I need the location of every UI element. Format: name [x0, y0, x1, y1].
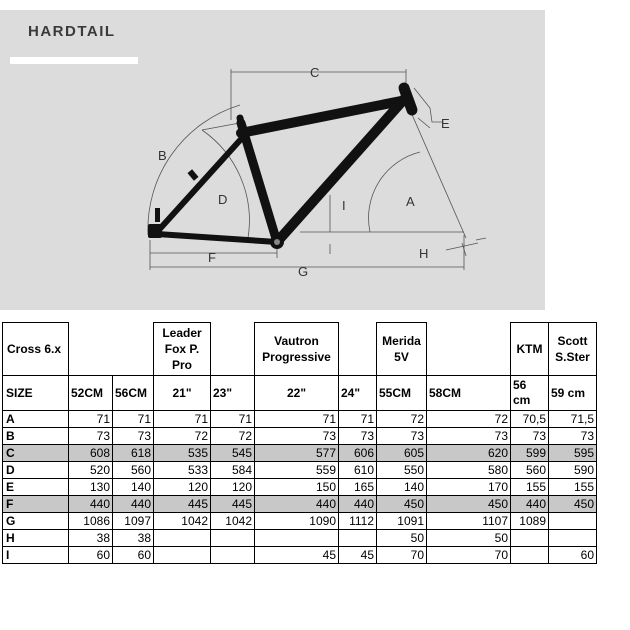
- value-cell: 140: [377, 479, 427, 496]
- brand-ktm: KTM: [511, 323, 549, 376]
- value-cell: 120: [154, 479, 211, 496]
- table-row: [3, 462, 597, 479]
- brand-spacer: [211, 323, 255, 376]
- value-cell: 445: [211, 496, 255, 513]
- value-cell: 72: [211, 428, 255, 445]
- value-cell: 38: [69, 530, 113, 547]
- value-cell: [255, 530, 339, 547]
- value-cell: 120: [211, 479, 255, 496]
- value-cell: 618: [113, 445, 154, 462]
- dim-label-f: F: [208, 250, 216, 265]
- size-cell: 55CM: [377, 376, 427, 411]
- value-cell: 520: [69, 462, 113, 479]
- dim-label-h: H: [419, 246, 429, 261]
- table-row: [3, 496, 597, 513]
- size-cell: 52CM: [69, 376, 113, 411]
- brand-spacer: [339, 323, 377, 376]
- value-cell: 440: [69, 496, 113, 513]
- row-label: G: [3, 513, 69, 530]
- row-label: D: [3, 462, 69, 479]
- value-cell: [211, 530, 255, 547]
- size-cell: 56 cm: [511, 376, 549, 411]
- value-cell: 70: [427, 547, 511, 564]
- value-cell: 38: [113, 530, 154, 547]
- value-cell: 1086: [69, 513, 113, 530]
- table-row: [3, 445, 597, 462]
- value-cell: 60: [113, 547, 154, 564]
- table-row: [3, 411, 597, 428]
- dim-label-a: A: [406, 194, 415, 209]
- value-cell: 577: [255, 445, 339, 462]
- row-label: F: [3, 496, 69, 513]
- value-cell: [339, 530, 377, 547]
- value-cell: 1112: [339, 513, 377, 530]
- value-cell: 73: [377, 428, 427, 445]
- value-cell: 450: [549, 496, 597, 513]
- size-header-row: [3, 376, 597, 411]
- value-cell: 70,5: [511, 411, 549, 428]
- value-cell: 165: [339, 479, 377, 496]
- value-cell: 608: [69, 445, 113, 462]
- value-cell: 440: [511, 496, 549, 513]
- value-cell: 595: [549, 445, 597, 462]
- value-cell: 71: [113, 411, 154, 428]
- value-cell: [511, 547, 549, 564]
- value-cell: 71: [69, 411, 113, 428]
- frame-drawing: [0, 10, 545, 310]
- value-cell: [154, 530, 211, 547]
- value-cell: 155: [511, 479, 549, 496]
- value-cell: 550: [377, 462, 427, 479]
- value-cell: 560: [511, 462, 549, 479]
- value-cell: 73: [69, 428, 113, 445]
- value-cell: 605: [377, 445, 427, 462]
- frame-geometry-diagram: [0, 10, 545, 310]
- value-cell: 1042: [211, 513, 255, 530]
- value-cell: 1089: [511, 513, 549, 530]
- table-body: [3, 411, 597, 564]
- value-cell: 45: [339, 547, 377, 564]
- value-cell: 440: [339, 496, 377, 513]
- brand-scott: Scott S.Ster: [549, 323, 597, 376]
- value-cell: [549, 513, 597, 530]
- value-cell: 73: [511, 428, 549, 445]
- value-cell: [154, 547, 211, 564]
- dim-label-d: D: [218, 192, 228, 207]
- dim-label-b: B: [158, 148, 167, 163]
- value-cell: 72: [377, 411, 427, 428]
- geometry-table: [2, 322, 597, 564]
- size-cell: 24": [339, 376, 377, 411]
- row-label: C: [3, 445, 69, 462]
- dim-label-g: G: [298, 264, 309, 279]
- value-cell: 60: [69, 547, 113, 564]
- size-cell: 21": [154, 376, 211, 411]
- value-cell: 1042: [154, 513, 211, 530]
- brand-spacer: [427, 323, 511, 376]
- size-cell: 58CM: [427, 376, 511, 411]
- value-cell: 71,5: [549, 411, 597, 428]
- value-cell: 580: [427, 462, 511, 479]
- value-cell: 533: [154, 462, 211, 479]
- table-row: [3, 530, 597, 547]
- size-cell: 22": [255, 376, 339, 411]
- row-label: H: [3, 530, 69, 547]
- value-cell: [511, 530, 549, 547]
- value-cell: 535: [154, 445, 211, 462]
- value-cell: 170: [427, 479, 511, 496]
- value-cell: 72: [154, 428, 211, 445]
- value-cell: 440: [113, 496, 154, 513]
- value-cell: 73: [339, 428, 377, 445]
- value-cell: 155: [549, 479, 597, 496]
- value-cell: 71: [255, 411, 339, 428]
- size-cell: 56CM: [113, 376, 154, 411]
- value-cell: 70: [377, 547, 427, 564]
- value-cell: 606: [339, 445, 377, 462]
- brand-cross: Cross 6.x: [3, 323, 69, 376]
- brand-header-row: [3, 323, 597, 376]
- value-cell: 584: [211, 462, 255, 479]
- value-cell: 545: [211, 445, 255, 462]
- brand-leader: Leader Fox P. Pro: [154, 323, 211, 376]
- value-cell: 71: [211, 411, 255, 428]
- value-cell: 130: [69, 479, 113, 496]
- value-cell: 560: [113, 462, 154, 479]
- table-row: [3, 513, 597, 530]
- value-cell: 73: [549, 428, 597, 445]
- value-cell: 71: [339, 411, 377, 428]
- brand-vautron: Vautron Progressive: [255, 323, 339, 376]
- value-cell: 60: [549, 547, 597, 564]
- value-cell: 559: [255, 462, 339, 479]
- value-cell: 1091: [377, 513, 427, 530]
- value-cell: 45: [255, 547, 339, 564]
- value-cell: 1097: [113, 513, 154, 530]
- brand-merida: Merida 5V: [377, 323, 427, 376]
- value-cell: 450: [377, 496, 427, 513]
- diagram-title: HARDTAIL: [28, 23, 116, 40]
- dim-label-e: E: [441, 116, 450, 131]
- value-cell: 440: [255, 496, 339, 513]
- value-cell: [211, 547, 255, 564]
- row-label: I: [3, 547, 69, 564]
- value-cell: 599: [511, 445, 549, 462]
- dim-label-c: C: [310, 65, 320, 80]
- dim-label-i: I: [342, 198, 346, 213]
- value-cell: 450: [427, 496, 511, 513]
- value-cell: 50: [427, 530, 511, 547]
- table-row: [3, 547, 597, 564]
- value-cell: 1090: [255, 513, 339, 530]
- row-label: B: [3, 428, 69, 445]
- value-cell: 445: [154, 496, 211, 513]
- brand-spacer: [69, 323, 154, 376]
- size-cell: 59 cm: [549, 376, 597, 411]
- table-row: [3, 428, 597, 445]
- value-cell: 590: [549, 462, 597, 479]
- value-cell: 620: [427, 445, 511, 462]
- size-label: SIZE: [3, 376, 69, 411]
- size-cell: 23": [211, 376, 255, 411]
- value-cell: 1107: [427, 513, 511, 530]
- value-cell: [549, 530, 597, 547]
- value-cell: 73: [113, 428, 154, 445]
- table-row: [3, 479, 597, 496]
- row-label: E: [3, 479, 69, 496]
- value-cell: 50: [377, 530, 427, 547]
- value-cell: 73: [427, 428, 511, 445]
- value-cell: 72: [427, 411, 511, 428]
- value-cell: 140: [113, 479, 154, 496]
- row-label: A: [3, 411, 69, 428]
- value-cell: 150: [255, 479, 339, 496]
- value-cell: 71: [154, 411, 211, 428]
- value-cell: 73: [255, 428, 339, 445]
- value-cell: 610: [339, 462, 377, 479]
